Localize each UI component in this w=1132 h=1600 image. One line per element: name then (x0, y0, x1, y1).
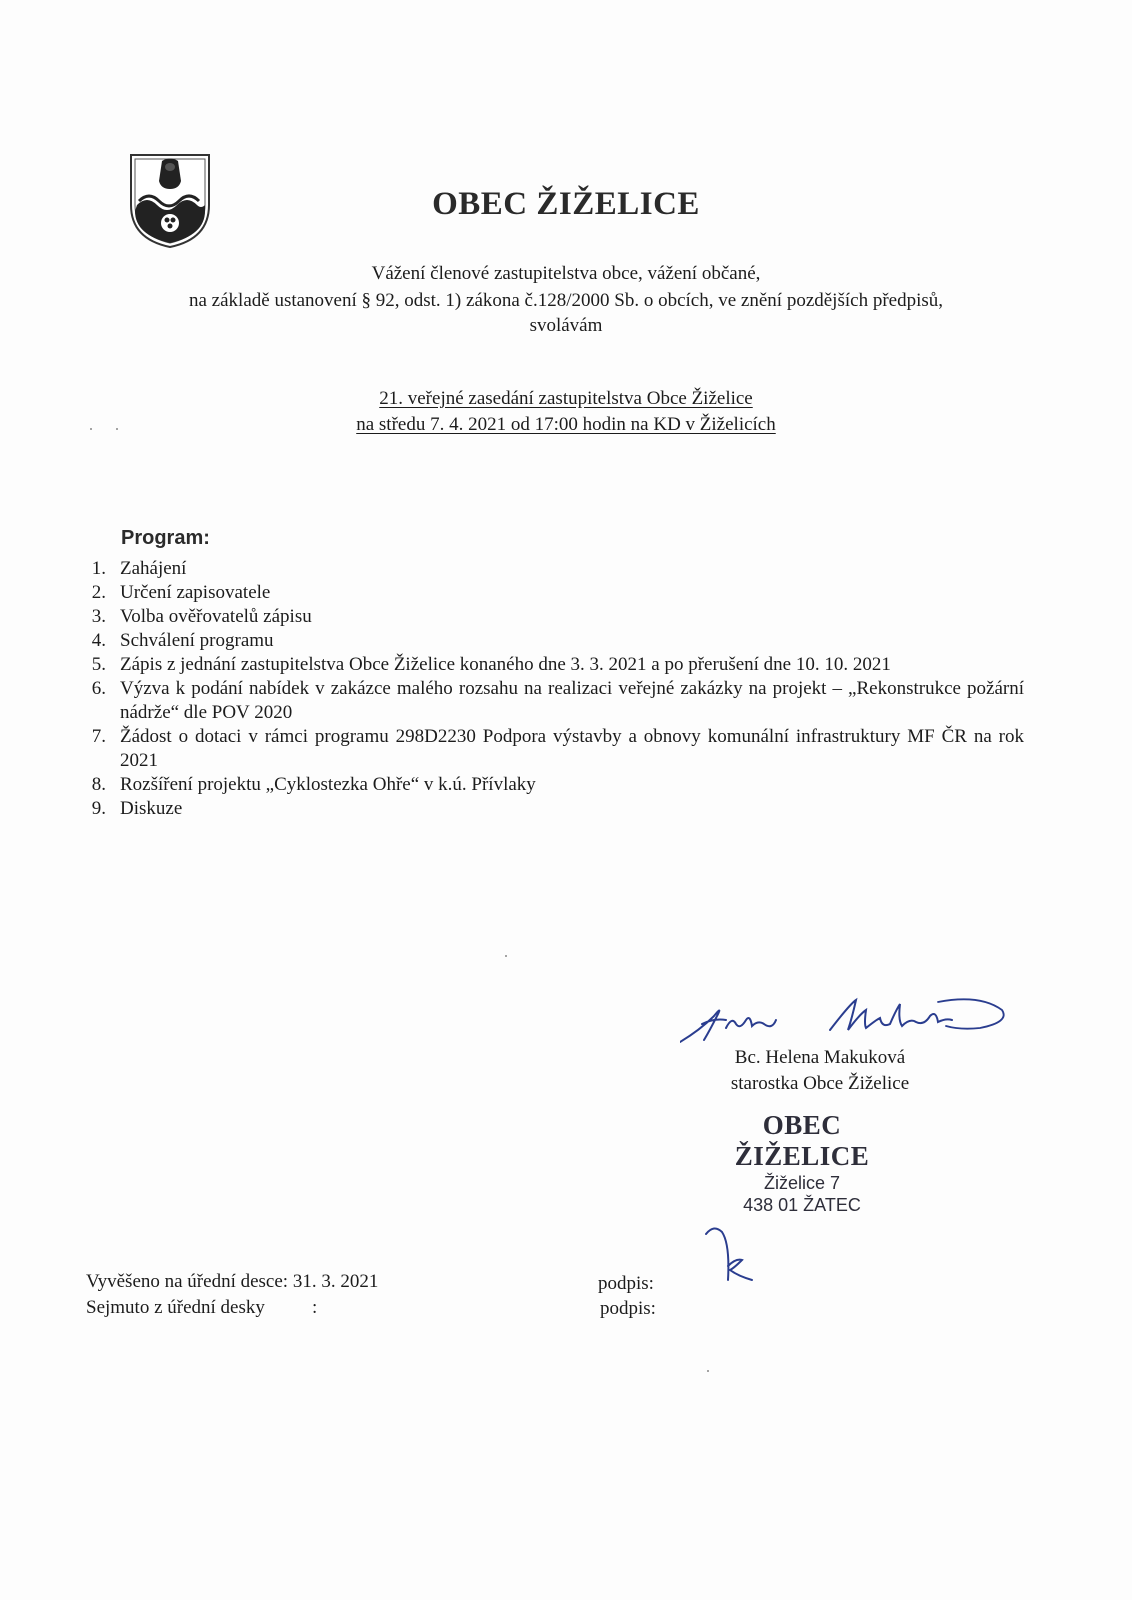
list-item: 1. Zahájení (91, 558, 187, 579)
list-item: 9. Diskuze (91, 798, 183, 819)
convene-line: svolávám (529, 315, 603, 336)
official-stamp (702, 1110, 902, 1216)
legal-basis-line: na základě ustanovení § 92, odst. 1) zákona č.128/2000 Sb. o obcích, ve znění pozdějších předpisů, (189, 290, 943, 311)
list-item: 3. Volba ověřovatelů zápisu (91, 606, 312, 627)
list-item: 5. Zápis z jednání zastupitelstva Obce Žiželice konaného dne 3. 3. 2021 a po přerušení dne 10. 10. 2021 (91, 654, 891, 675)
posted-date: Vyvěšeno na úřední desce: 31. 3. 2021 (86, 1271, 379, 1292)
meeting-title (0, 386, 1132, 411)
signature-label: podpis: (598, 1273, 654, 1294)
list-item: 6. Výzva k podání nabídek v zakázce malého rozsahu na realizaci veřejné zakázky na projekt – „Rekonstrukce požární nádrže“ dle POV 2020 (91, 678, 1024, 723)
scan-speck (707, 1370, 709, 1372)
meeting-datetime-text: na středu 7. 4. 2021 od 17:00 hodin na KD v Žiželicích (356, 414, 776, 435)
program-list (84, 557, 1024, 821)
signature-label: podpis: (600, 1298, 656, 1319)
removed-label: Sejmuto z úřední desky (86, 1297, 265, 1318)
list-item: 7. Žádost o dotaci v rámci programu 298D2230 Podpora výstavby a obnovy komunální infrastruktury MF ČR na rok 2021 (91, 726, 1024, 771)
signer-name: Bc. Helena Makuková (734, 1047, 906, 1068)
meeting-datetime (0, 412, 1132, 437)
scan-speck (505, 955, 507, 957)
greeting-line: Vážení členové zastupitelstva obce, vážení občané, (371, 263, 761, 284)
program-heading: Program: (121, 527, 210, 549)
removed-colon: : (312, 1297, 318, 1318)
stamp-address-line: Žiželice 7 (763, 1173, 841, 1193)
stamp-address-line: 438 01 ŽATEC (743, 1195, 861, 1215)
list-item: 2. Určení zapisovatele (91, 582, 271, 603)
list-item: 4. Schválení programu (91, 630, 274, 651)
handwritten-initial (702, 1222, 762, 1288)
list-item: 8. Rozšíření projektu „Cyklostezka Ohře“ v k.ú. Přívlaky (91, 774, 536, 795)
meeting-title-text: 21. veřejné zasedání zastupitelstva Obce Žiželice (379, 388, 753, 409)
handwritten-signature (680, 990, 1020, 1050)
page-title: OBEC ŽIŽELICE (432, 186, 700, 222)
signer-role: starostka Obce Žiželice (730, 1073, 910, 1094)
stamp-name: OBEC ŽIŽELICE (734, 1110, 870, 1171)
